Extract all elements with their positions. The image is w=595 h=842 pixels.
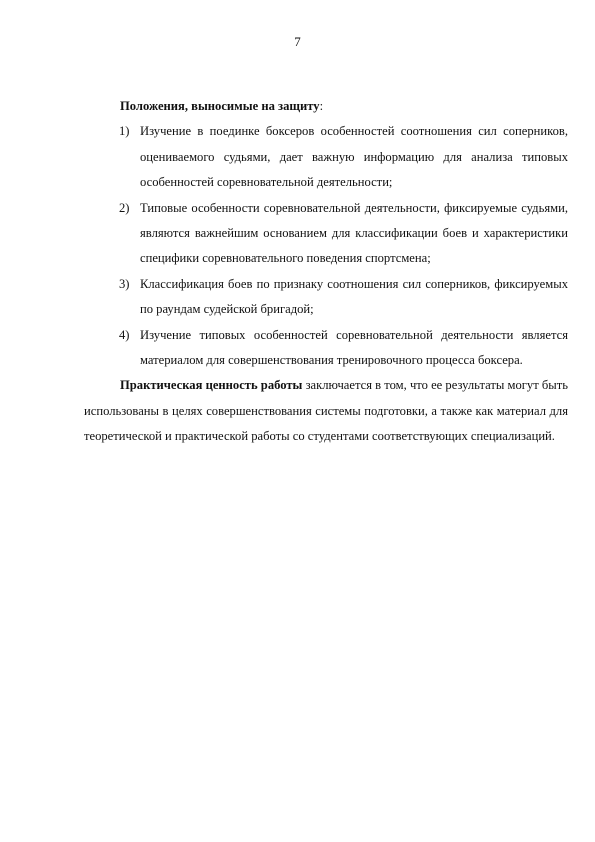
list-item-text: Изучение в поединке боксеров особенностей соотношения сил соперников, оцениваемого судьями, дает важную информацию для анализа типовых особенностей соревновательной деятельности; xyxy=(140,124,568,190)
list-item-number: 3) xyxy=(119,276,130,291)
list-item-text: Типовые особенности соревновательной деятельности, фиксируемые судьями, являются важнейшим основанием для классификации боев и характеристики специфики соревновательного поведения спортсмена; xyxy=(140,200,568,266)
list-item-text: Изучение типовых особенностей соревновательной деятельности является материалом для совершенствования тренировочного процесса боксера. xyxy=(140,327,568,368)
theses-list xyxy=(84,119,568,373)
theses-heading-colon: : xyxy=(319,99,324,113)
practical-value-paragraph xyxy=(84,373,568,449)
practical-value-lead: Практическая ценность работы xyxy=(120,378,303,393)
list-item xyxy=(84,323,568,374)
list-item xyxy=(84,119,568,195)
list-item-number: 1) xyxy=(119,124,130,139)
page-body xyxy=(84,94,568,450)
list-item xyxy=(84,272,568,323)
list-item-number: 4) xyxy=(119,327,130,342)
theses-heading xyxy=(84,94,568,119)
theses-heading-text: Положения, выносимые на защиту xyxy=(120,99,320,113)
list-item-number: 2) xyxy=(119,200,130,215)
practical-value-text: заключается в том, что ее результаты могут быть использованы в целях совершенствования системы подготовки, а также как материал для теоретической и практической работы со студентами соответствующих специализаций. xyxy=(84,378,568,444)
list-item xyxy=(84,196,568,272)
list-item-text: Классификация боев по признаку соотношения сил соперников, фиксируемых по раундам судейской бригадой; xyxy=(140,276,568,317)
page-number: 7 xyxy=(294,34,301,49)
